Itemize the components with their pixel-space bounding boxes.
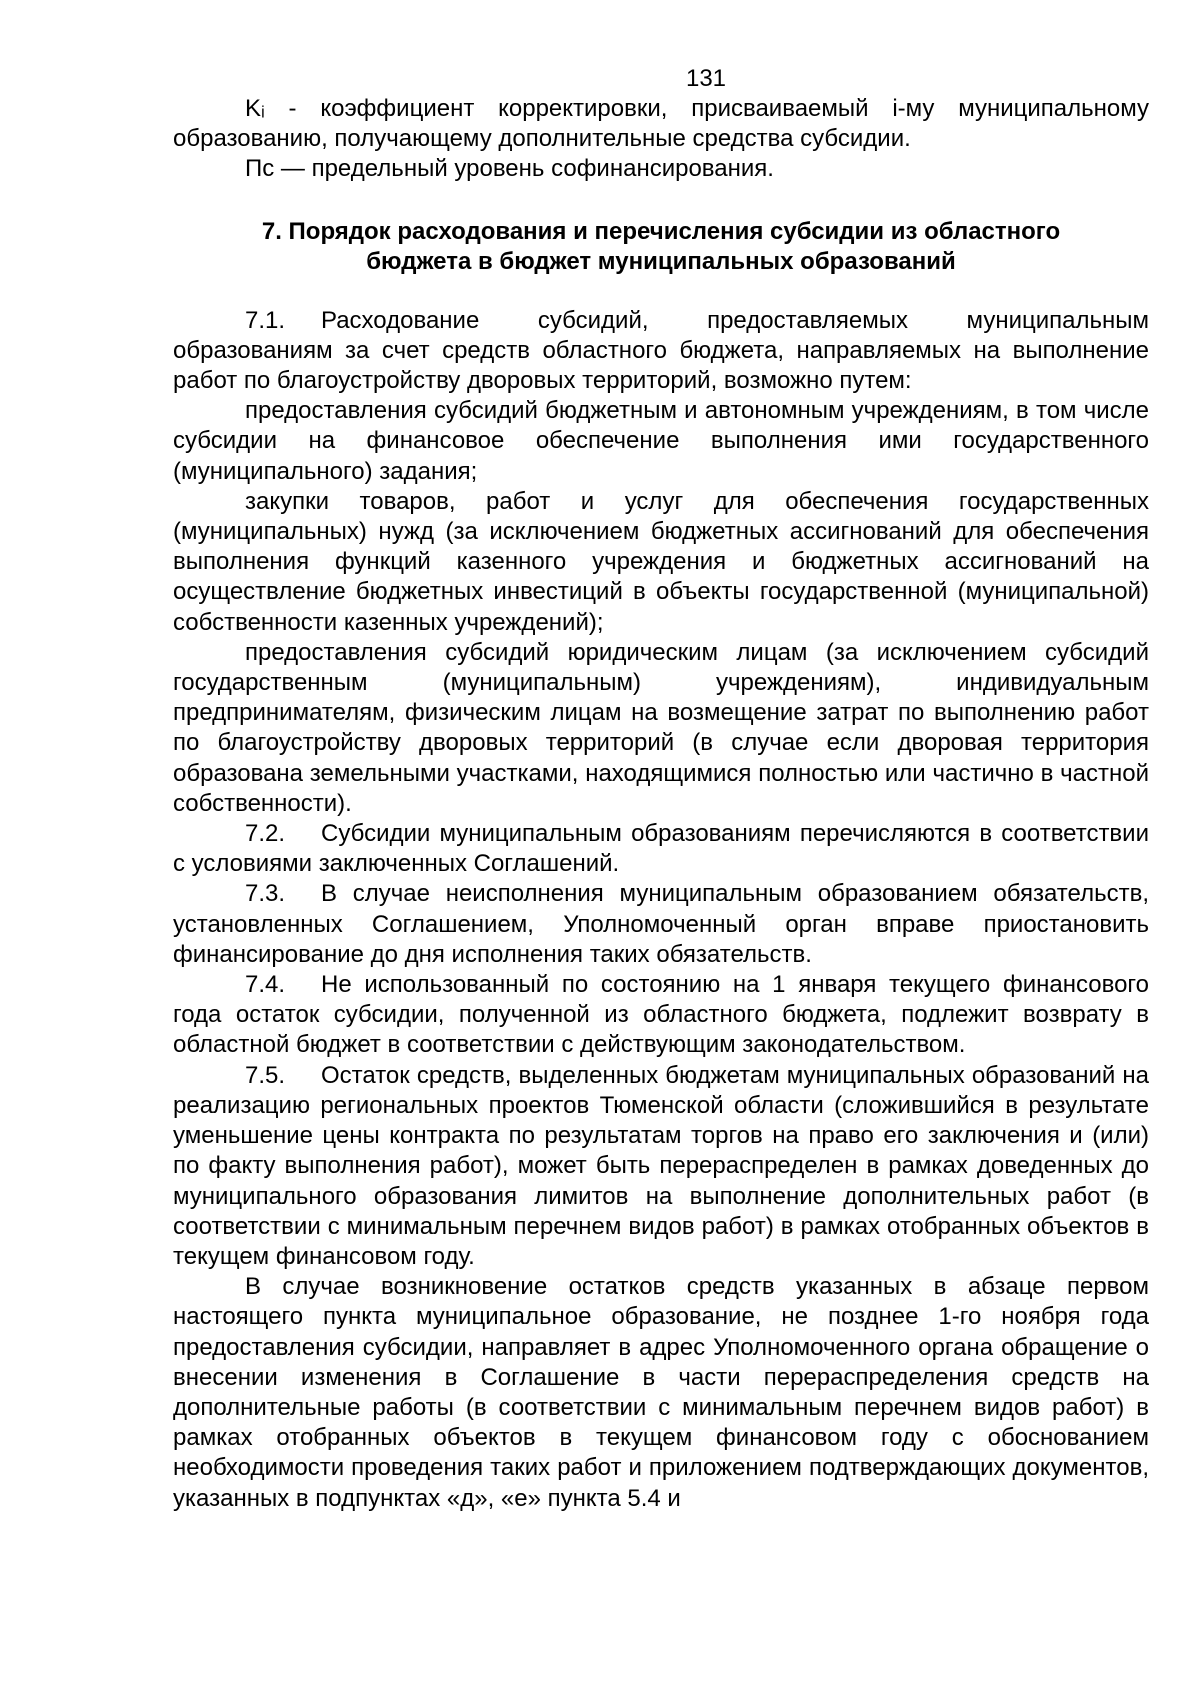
paragraph-7-1-item-c: предоставления субсидий юридическим лицам (за исключением субсидий государственным (муниципальным) учреждениям), индивидуальным предпринимателям, физическим лицам на возмещение затрат по выполнению работ по благоустройству дворовых территорий (в случае если дворовая территория образована земельными участками, находящимися полностью или частично в частной собственности). — [173, 638, 1149, 817]
section-heading — [173, 217, 1149, 277]
paragraph-7-4-number: 7.4. — [245, 971, 286, 999]
paragraph-7-5-second: В случае возникновение остатков средств указанных в абзаце первом настоящего пункта муниципальное образование, не позднее 1-го ноября года предоставления субсидии, направляет в адрес Уполномоченного органа обращение о внесении изменения в Соглашение в части перераспределения средств на дополнительные работы (в соответствии с минимальным перечнем видов работ) в рамках отобранных объектов в текущем финансовом году с обоснованием необходимости проведения таких работ и приложением подтверждающих документов, указанных в подпунктах «д», «е» пункта 5.4 и — [173, 1273, 1149, 1512]
paragraph-7-2-text: Субсидии муниципальным образованиям перечисляются в соответствии с условиями заключенных Соглашений. — [173, 820, 1149, 878]
paragraph-7-3 — [173, 879, 1149, 970]
paragraph-7-1-number: 7.1. — [245, 306, 286, 334]
pc-definition: Пс — предельный уровень софинансирования. — [245, 155, 774, 183]
page-number: 131 — [685, 65, 727, 92]
paragraph-7-1-item-a: предоставления субсидий бюджетным и автономным учреждениям, в том числе субсидии на финансовое обеспечение выполнения ими государственного (муниципального) задания; — [173, 397, 1149, 485]
section-heading-line-1: 7. Порядок расходования и перечисления субсидии из областного — [261, 217, 1061, 245]
paragraph-7-5 — [173, 1061, 1149, 1272]
paragraph-7-4-text: Не использованный по состоянию на 1 января текущего финансового года остаток субсидии, полученной из областного бюджета, подлежит возврату в областной бюджет в соответствии с действующим законодательством. — [173, 971, 1149, 1059]
paragraph-7-3-text: В случае неисполнения муниципальным образованием обязательств, установленных Соглашением, Уполномоченный орган вправе приостановить финансирование до дня исполнения таких обязательств. — [173, 880, 1149, 968]
document-page — [173, 64, 1149, 1514]
paragraph-7-1 — [173, 306, 1149, 397]
paragraph-7-1-item-b: закупки товаров, работ и услуг для обеспечения государственных (муниципальных) нужд (за исключением бюджетных ассигнований для обеспечения выполнения функций казенного учреждения и бюджетных ассигнований на осуществление бюджетных инвестиций в объекты государственной (муниципальной) собственности казенных учреждений); — [173, 487, 1149, 636]
ki-definition: Kᵢ - коэффициент корректировки, присваиваемый i-му муниципальному образованию, получающему дополнительные средства субсидии. — [173, 95, 1149, 153]
paragraph-7-2-number: 7.2. — [245, 820, 286, 848]
paragraph-7-5-number: 7.5. — [245, 1061, 286, 1089]
paragraph-7-4 — [173, 970, 1149, 1061]
paragraph-7-1-text: Расходование субсидий, предоставляемых муниципальным образованиям за счет средств областного бюджета, направляемых на выполнение работ по благоустройству дворовых территорий, возможно путем: — [173, 306, 1149, 395]
paragraph-7-2 — [173, 819, 1149, 879]
section-heading-line-2: бюджета в бюджет муниципальных образований — [366, 247, 956, 275]
paragraph-7-3-number: 7.3. — [245, 880, 286, 908]
paragraph-7-5-text: Остаток средств, выделенных бюджетам муниципальных образований на реализацию региональных проектов Тюменской области (сложившийся в результате уменьшение цены контракта по результатам торгов на право его заключения и (или) по факту выполнения работ), может быть перераспределен в рамках доведенных до муниципального образования лимитов на выполнение дополнительных работ (в соответствии с минимальным перечнем видов работ) в рамках отобранных объектов в текущем финансовом году. — [173, 1061, 1149, 1270]
